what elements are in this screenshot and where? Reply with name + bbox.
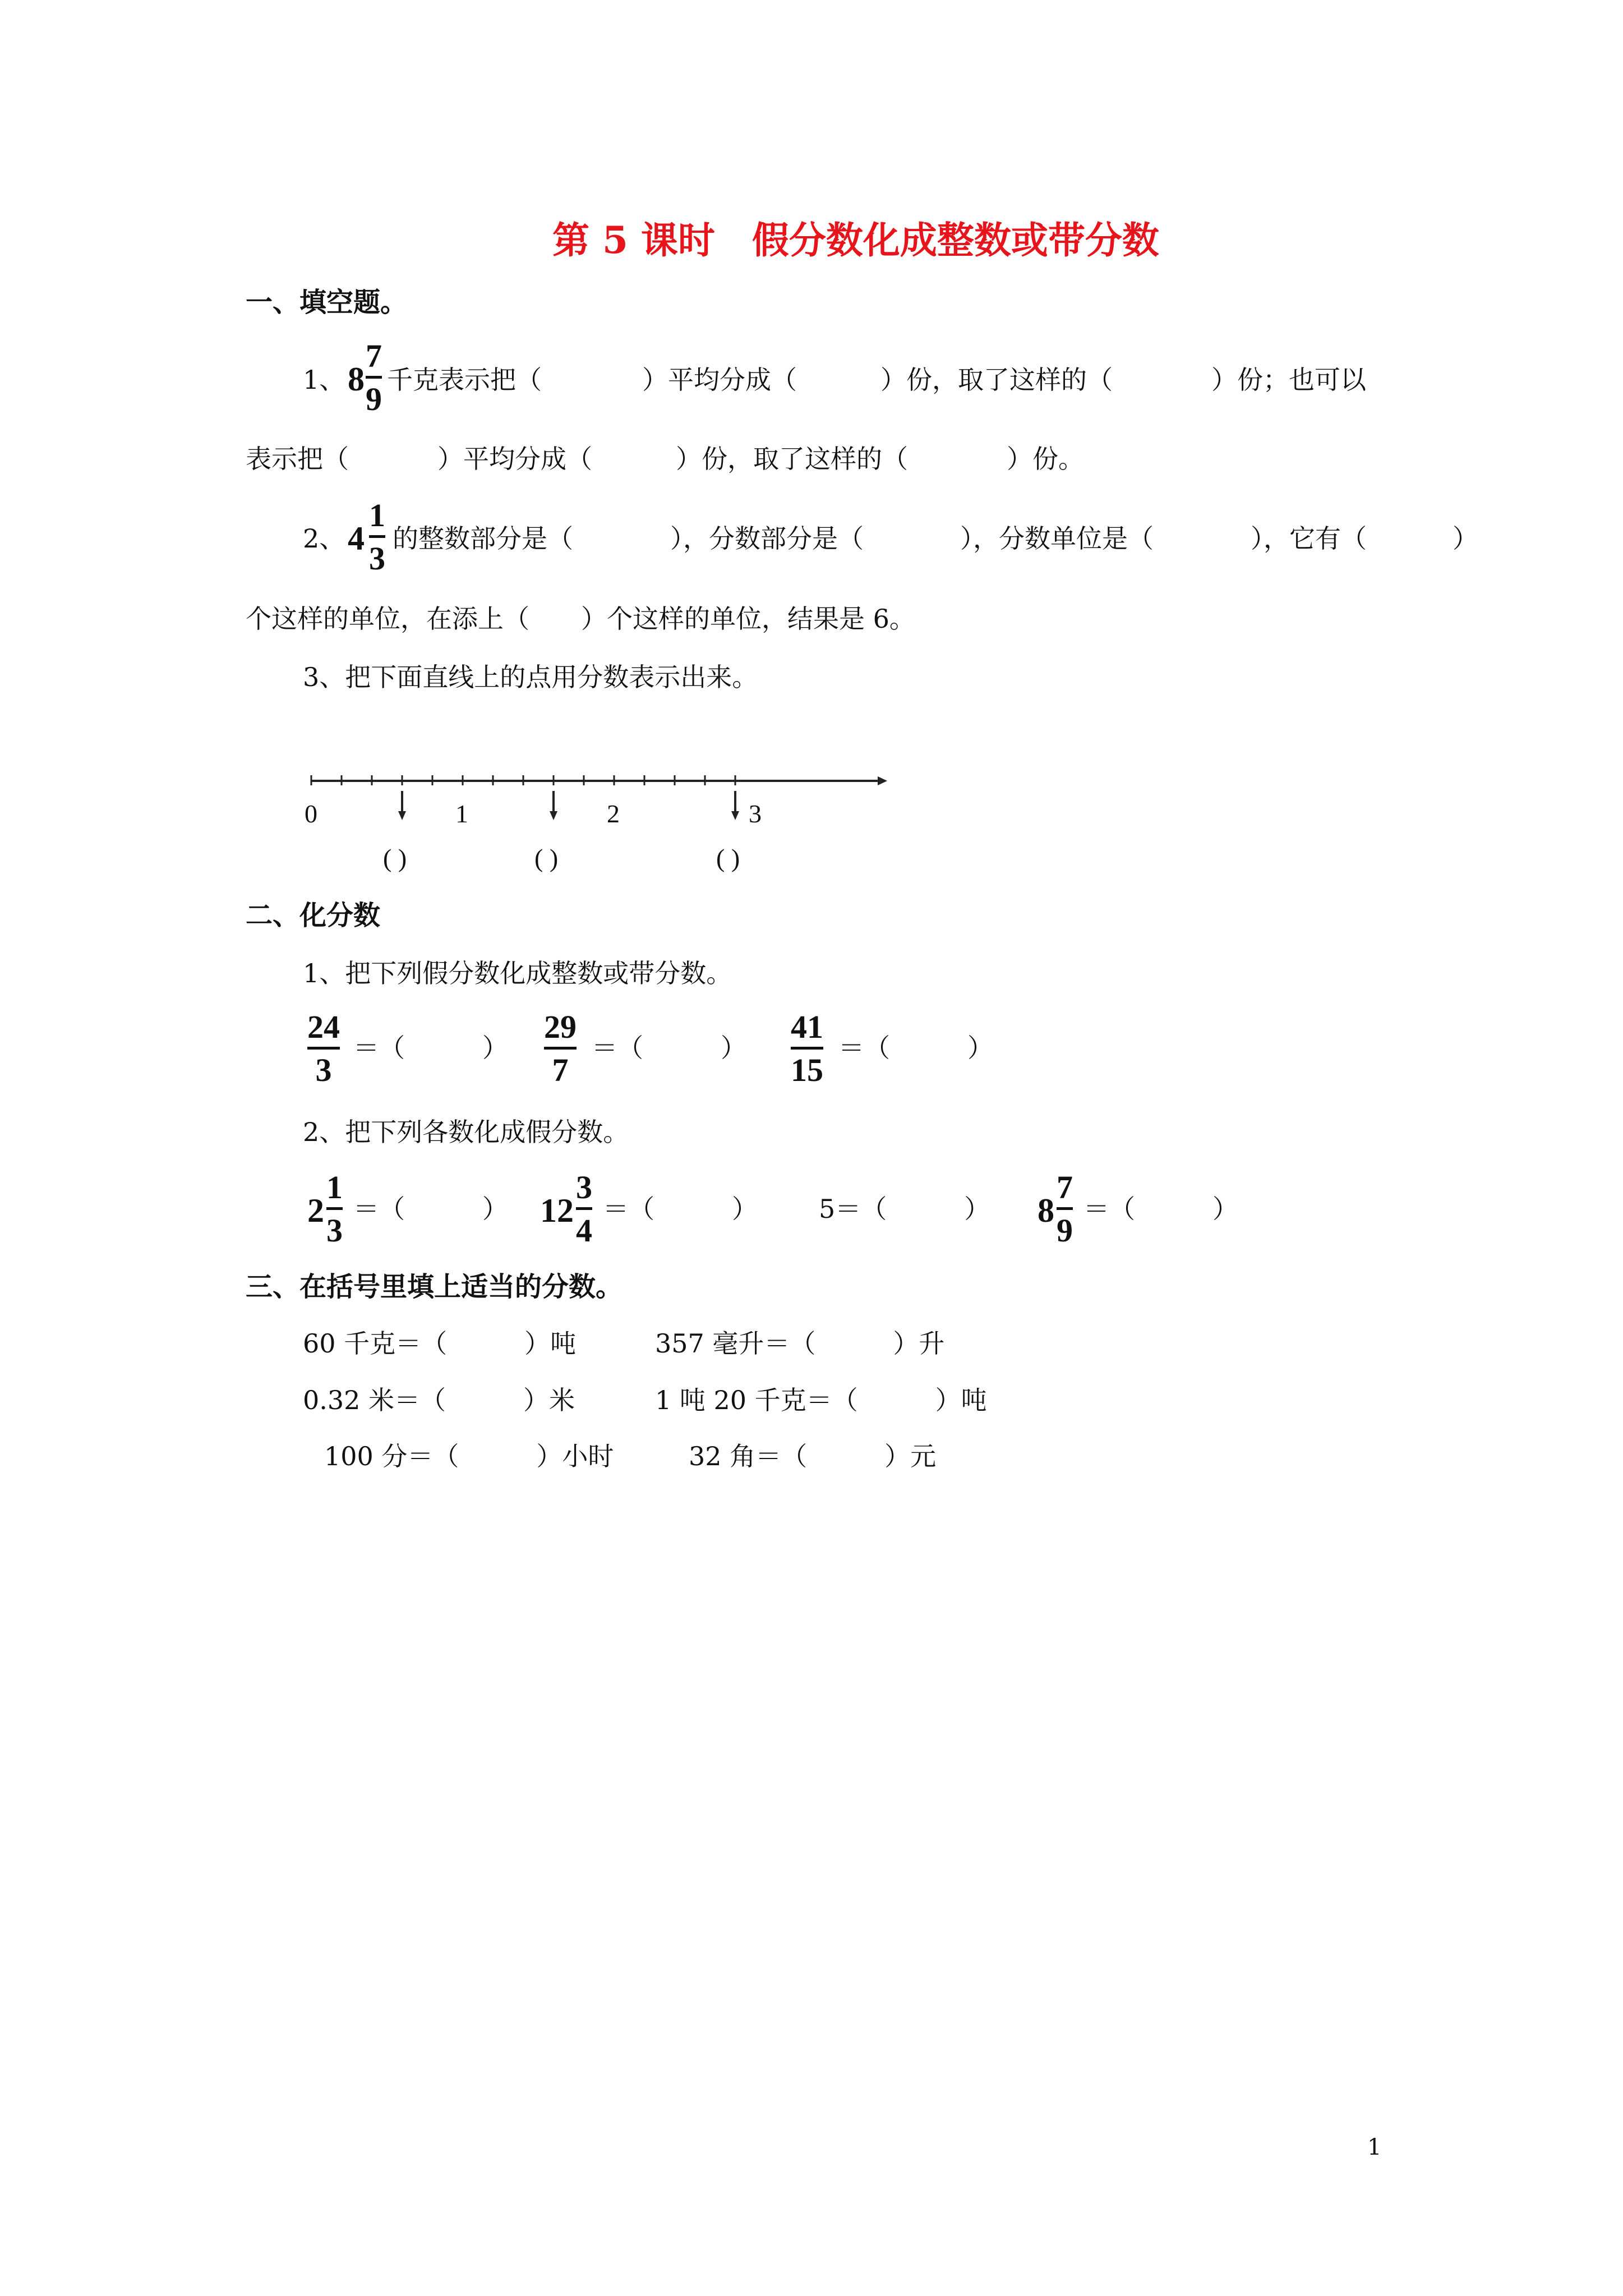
- q2-text-e: ）: [1453, 523, 1478, 554]
- q1-line2-a: 表示把（: [246, 444, 349, 474]
- section-3-heading: 三、在括号里填上适当的分数。: [246, 1271, 623, 1303]
- q1-text-d: ）份；也可以: [1211, 365, 1366, 395]
- s2-q1-text: 1、把下列假分数化成整数或带分数。: [303, 958, 732, 988]
- q1-mixed-whole: 8: [348, 361, 365, 398]
- q2-line2: 个这样的单位，在添上（ ）个这样的单位，结果是 6。: [246, 604, 915, 634]
- q2-text-c: ），分数单位是（: [960, 523, 1154, 554]
- q1-text-c: ）份，取了这样的（: [880, 365, 1113, 395]
- number-line-label-0: 0: [305, 799, 317, 828]
- q1-numerator: 7: [366, 338, 382, 374]
- page-number: 1: [1367, 2134, 1382, 2160]
- numerator: 29: [544, 1009, 577, 1045]
- number-line-axis: [311, 776, 887, 785]
- q3-text: 3、把下面直线上的点用分数表示出来。: [303, 662, 758, 692]
- q1-line2-c: ）份，取了这样的（: [676, 444, 908, 474]
- fraction-29-7: [544, 1011, 577, 1087]
- answer-1[interactable]: ＝（ ）: [353, 1033, 508, 1063]
- q2-text-d: ），它有（: [1251, 523, 1367, 554]
- unit-row-1-left[interactable]: 60 千克＝（ ）吨: [303, 1328, 577, 1359]
- page-title: 第 5 课时 假分数化成整数或带分数: [552, 218, 1159, 262]
- section-1-heading: 一、填空题。: [246, 287, 408, 318]
- mixed-2-whole: 2: [307, 1192, 324, 1229]
- fraction-bar: [544, 1047, 577, 1050]
- number-line-arrow-1: [398, 791, 406, 820]
- unit-row-1-right[interactable]: 357 毫升＝（ ）升: [655, 1328, 945, 1359]
- section-2-heading: 二、化分数: [246, 900, 381, 931]
- answer-5[interactable]: ＝（ ）: [603, 1194, 758, 1224]
- denominator: 15: [791, 1052, 823, 1088]
- q1-text-b: ）平均分成（: [642, 365, 797, 395]
- fraction-bar: [326, 1207, 343, 1210]
- q1-line2-b: ）平均分成（: [437, 444, 592, 474]
- q1-line2-d: ）份。: [1007, 444, 1084, 474]
- mixed-12-fraction: [576, 1171, 592, 1247]
- mixed-2-fraction: [326, 1171, 343, 1247]
- number-line-label-1: 1: [455, 799, 468, 828]
- numerator: 1: [326, 1169, 343, 1205]
- fraction-bar: [1057, 1207, 1073, 1210]
- answer-blank-3[interactable]: ( ): [716, 844, 740, 872]
- unit-row-2-right[interactable]: 1 吨 20 千克＝（ ）吨: [655, 1385, 987, 1415]
- mixed-8-whole: 8: [1038, 1192, 1054, 1229]
- fraction-bar: [791, 1047, 823, 1050]
- q2-prefix: 2、: [303, 523, 345, 554]
- answer-2[interactable]: ＝（ ）: [592, 1033, 746, 1063]
- q2-text-b: ），分数部分是（: [670, 523, 864, 554]
- fraction-bar: [307, 1047, 340, 1050]
- fraction-bar: [369, 535, 385, 538]
- q2-text-a: 的整数部分是（: [393, 523, 573, 554]
- unit-row-3-right[interactable]: 32 角＝（ ）元: [689, 1441, 937, 1471]
- number-line-arrow-3: [731, 791, 739, 820]
- numerator: 7: [1057, 1169, 1073, 1205]
- fraction-bar: [366, 376, 382, 379]
- answer-6[interactable]: 5＝（ ）: [819, 1194, 990, 1224]
- mixed-12-whole: 12: [540, 1192, 574, 1229]
- q1-mixed-fraction: [366, 340, 382, 416]
- q1-text-a: 千克表示把（: [387, 365, 542, 395]
- denominator: 9: [1057, 1212, 1073, 1249]
- denominator: 7: [552, 1052, 569, 1088]
- fraction-24-3: [307, 1011, 340, 1087]
- q2-denominator: 3: [369, 540, 385, 577]
- numerator: 41: [791, 1009, 823, 1045]
- q1-denominator: 9: [366, 381, 382, 417]
- fraction-41-15: [791, 1011, 823, 1087]
- answer-blank-2[interactable]: ( ): [534, 844, 559, 872]
- answer-4[interactable]: ＝（ ）: [353, 1194, 508, 1224]
- denominator: 3: [326, 1212, 343, 1249]
- number-line-label-2: 2: [607, 799, 620, 828]
- unit-row-2-left[interactable]: 0.32 米＝（ ）米: [303, 1385, 575, 1415]
- denominator: 4: [576, 1212, 592, 1249]
- fraction-bar: [576, 1207, 592, 1210]
- number-line-label-3: 3: [749, 799, 762, 828]
- answer-3[interactable]: ＝（ ）: [838, 1033, 993, 1063]
- denominator: 3: [315, 1052, 332, 1088]
- q2-mixed-fraction: [369, 499, 385, 575]
- q2-mixed-whole: 4: [348, 520, 365, 557]
- q1-prefix: 1、: [303, 365, 345, 395]
- numerator: 3: [576, 1169, 592, 1205]
- s2-q2-text: 2、把下列各数化成假分数。: [303, 1117, 629, 1147]
- answer-blank-1[interactable]: ( ): [383, 844, 407, 872]
- q2-numerator: 1: [369, 497, 385, 533]
- unit-row-3-left[interactable]: 100 分＝（ ）小时: [324, 1441, 614, 1471]
- mixed-8-fraction: [1057, 1171, 1073, 1247]
- numerator: 24: [307, 1009, 340, 1045]
- answer-7[interactable]: ＝（ ）: [1083, 1194, 1238, 1224]
- number-line-arrow-2: [550, 791, 557, 820]
